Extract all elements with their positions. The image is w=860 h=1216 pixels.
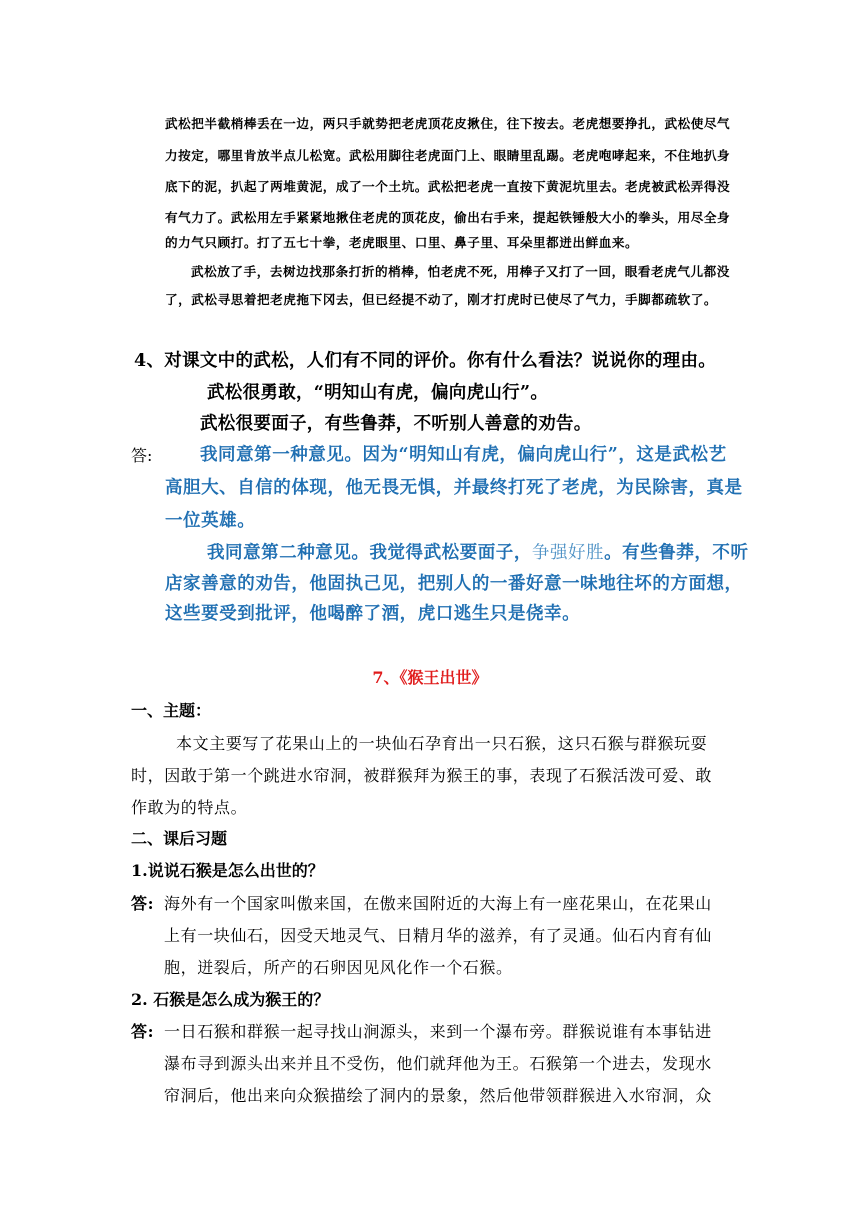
answer-line: 瀑布寻到源头出来并且不受伤，他们就拜他为王。石猴第一个进去，发现水 <box>164 1054 712 1073</box>
passage-line: 力按定，哪里肯放半点儿松宽。武松用脚往老虎面门上、眼睛里乱踢。老虎咆哮起来，不住地扒身 <box>165 148 731 163</box>
answer-1-line: 高胆大、自信的体现，他无畏无惧，并最终打死了老虎，为民除害，真是 <box>165 478 743 498</box>
answer-2-line: 我同意第二种意见。我觉得武松要面子，争强好胜。有些鲁莽，不听 <box>207 543 749 563</box>
answer-line: 帘洞后，他出来向众猴描绘了洞内的景象，然后他带领群猴进入水帘洞，众 <box>164 1086 712 1105</box>
opinion-2: 武松很要面子，有些鲁莽，不听别人善意的劝告。 <box>200 414 592 434</box>
passage-line: 了，武松寻思着把老虎拖下冈去，但已经提不动了，刚才打虎时已使尽了气力，手脚都疏软了。 <box>165 292 718 307</box>
highlight-phrase: 争强好胜 <box>531 543 605 563</box>
theme-line: 作敢为的特点。 <box>131 798 248 817</box>
passage-line: 的力气只顾打。打了五七十拳，老虎眼里、口里、鼻子里、耳朵里都迸出鲜血来。 <box>165 235 639 250</box>
passage-line: 武松把半截梢棒丢在一边，两只手就势把老虎顶花皮揪住，往下按去。老虎想要挣扎，武松使尽气 <box>165 116 731 131</box>
answer-line: 一日石猴和群猴一起寻找山涧源头，来到一个瀑布旁。群猴说谁有本事钻进 <box>164 1022 712 1041</box>
answer-line: 上有一块仙石，因受天地灵气、日精月华的滋养，有了灵通。仙石内育有仙 <box>164 926 712 945</box>
question-4: 4、对课文中的武松，人们有不同的评价。你有什么看法？说说你的理由。 <box>134 351 717 371</box>
passage-line: 有气力了。武松用左手紧紧地揪住老虎的顶花皮，偷出右手来，提起铁锤般大小的拳头，用尽全身 <box>165 210 731 225</box>
passage-line: 底下的泥，扒起了两堆黄泥，成了一个土坑。武松把老虎一直按下黄泥坑里去。老虎被武松弄得没 <box>165 179 731 194</box>
answer-2-line: 这些要受到批评，他喝醉了酒，虎口逃生只是侥幸。 <box>165 604 581 624</box>
answer-label: 答: <box>131 894 155 913</box>
answer-line: 胞，迸裂后，所产的石卵因见风化作一个石猴。 <box>164 958 513 977</box>
theme-line: 时，因敢于第一个跳进水帘洞，被群猴拜为猴王的事，表现了石猴活泼可爱、敢 <box>131 766 713 785</box>
exercise-question-2: 2. 石猴是怎么成为猴王的？ <box>131 990 330 1009</box>
answer-2-line: 店家善意的劝告，他固执己见，把别人的一番好意一味地往坏的方面想， <box>165 574 743 594</box>
section-1-heading: 一、主题： <box>131 701 212 720</box>
answer-1-line: 一位英雄。 <box>165 511 256 531</box>
opinion-1: 武松很勇敢，“明知山有虎，偏向虎山行”。 <box>207 383 549 403</box>
passage-line: 武松放了手，去树边找那条打折的梢棒，怕老虎不死，用棒子又打了一回，眼看老虎气儿都没 <box>191 264 730 279</box>
exercise-question-1: 1.说说石猴是怎么出世的？ <box>131 861 324 880</box>
chapter-title: 7、《猴王出世》 <box>372 668 488 687</box>
section-2-heading: 二、课后习题 <box>131 829 228 848</box>
theme-line: 本文主要写了花果山上的一块仙石孕育出一只石猴，这只石猴与群猴玩耍 <box>176 734 708 753</box>
answer-label: 答: <box>131 1022 155 1041</box>
answer-line: 海外有一个国家叫傲来国，在傲来国附近的大海上有一座花果山，在花果山 <box>164 894 712 913</box>
answer-1-line: 我同意第一种意见。因为“明知山有虎，偏向虎山行”，这是武松艺 <box>200 445 727 465</box>
answer-label: 答: <box>131 446 153 465</box>
